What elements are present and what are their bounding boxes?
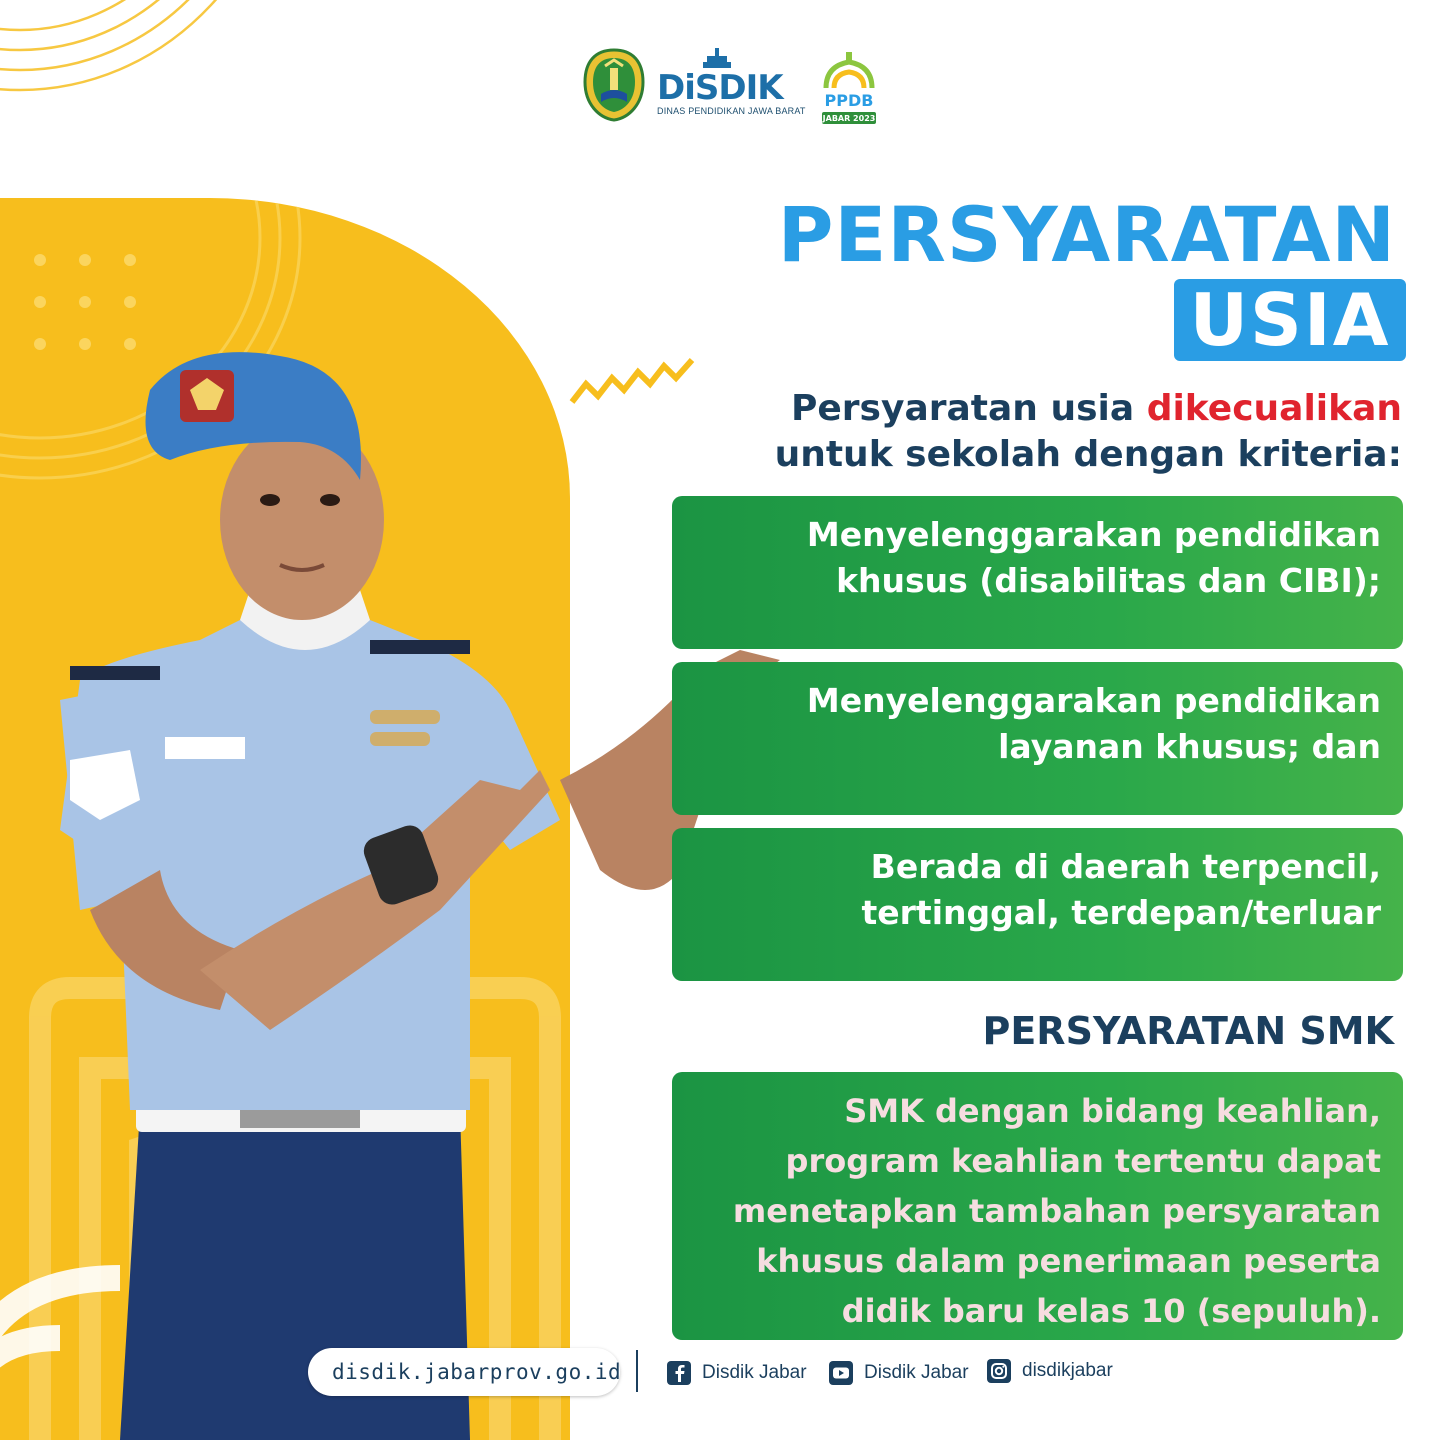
intro-highlight: dikecualikan <box>1146 388 1402 429</box>
ppdb-label: PPDB <box>824 91 874 110</box>
instagram-link[interactable] <box>986 1358 1113 1384</box>
youtube-link[interactable] <box>828 1360 969 1386</box>
smk-line: khusus dalam penerimaan peserta <box>756 1242 1381 1280</box>
main-subtitle: USIA <box>1189 278 1391 362</box>
facebook-link[interactable] <box>666 1360 807 1386</box>
criteria-3-line2: tertinggal, terdepan/terluar <box>861 893 1381 932</box>
jawa-barat-emblem-icon <box>583 48 645 122</box>
criteria-2-line1: Menyelenggarakan pendidikan <box>806 681 1381 720</box>
smk-line: menetapkan tambahan persyaratan <box>732 1192 1381 1230</box>
intro-line2: untuk sekolah dengan kriteria: <box>774 434 1402 475</box>
header-logos <box>583 48 880 128</box>
facebook-icon <box>666 1360 692 1386</box>
criteria-1-line2: khusus (disabilitas dan CIBI); <box>836 561 1381 600</box>
website-url: disdik.jabarprov.go.id <box>332 1360 622 1384</box>
disdik-logo <box>657 48 806 116</box>
smk-line: program keahlian tertentu dapat <box>785 1142 1381 1180</box>
building-icon <box>697 48 737 70</box>
smk-section-title: PERSYARATAN SMK <box>982 1009 1394 1053</box>
decorative-arcs <box>0 0 300 100</box>
ppdb-logo <box>818 48 880 126</box>
intro-part1: Persyaratan usia <box>791 388 1147 429</box>
criteria-1-line1: Menyelenggarakan pendidikan <box>806 515 1381 554</box>
footer-divider <box>636 1350 638 1392</box>
disdik-name: DiSDIK <box>657 68 783 108</box>
main-title: PERSYARATAN <box>777 190 1396 279</box>
criteria-2-line2: layanan khusus; dan <box>998 727 1381 766</box>
criteria-3-line1: Berada di daerah terpencil, <box>870 847 1381 886</box>
intro-text <box>775 386 1402 478</box>
youtube-label: Disdik Jabar <box>864 1362 969 1383</box>
smk-line: SMK dengan bidang keahlian, <box>844 1092 1381 1130</box>
smk-line: didik baru kelas 10 (sepuluh). <box>841 1292 1381 1330</box>
instagram-label: disdikjabar <box>1022 1360 1113 1381</box>
disdik-subtitle: DINAS PENDIDIKAN JAWA BARAT <box>657 106 806 116</box>
smk-requirement-box <box>672 1072 1403 1340</box>
instagram-icon <box>986 1358 1012 1384</box>
youtube-icon <box>828 1360 854 1386</box>
criteria-box-1 <box>672 496 1403 649</box>
website-link[interactable] <box>308 1348 620 1396</box>
criteria-box-2 <box>672 662 1403 815</box>
criteria-box-3 <box>672 828 1403 981</box>
facebook-label: Disdik Jabar <box>702 1362 807 1383</box>
ppdb-year: JABAR 2023 <box>822 114 875 123</box>
